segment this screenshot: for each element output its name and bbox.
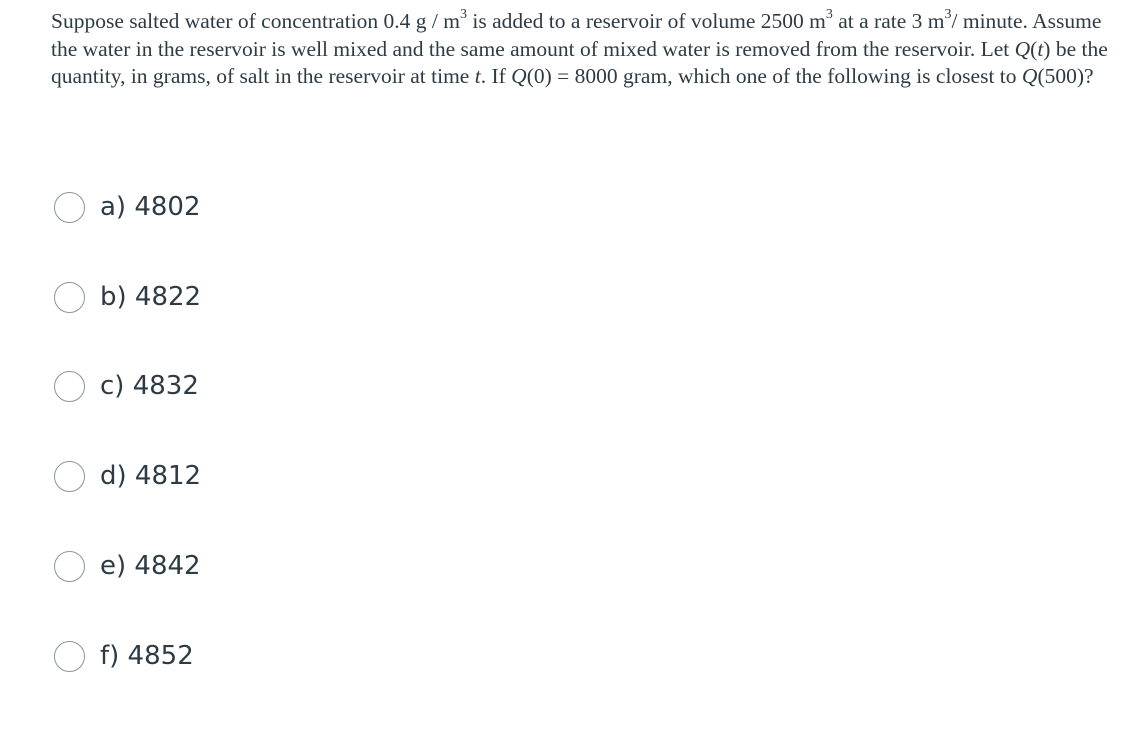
answer-option-f[interactable] xyxy=(54,638,194,674)
math-variable: Q xyxy=(511,64,527,88)
superscript: 3 xyxy=(825,6,833,22)
answer-label[interactable]: b) 4822 xyxy=(100,282,202,312)
question-text-part: is added to a reservoir of volume 2500 m xyxy=(467,9,826,33)
answer-label[interactable]: a) 4802 xyxy=(100,192,201,222)
superscript: 3 xyxy=(460,6,467,22)
radio-button-icon[interactable] xyxy=(54,641,85,672)
answer-option-c[interactable] xyxy=(54,368,199,404)
question-text-part: ) be the quantity, in grams, of salt in the reservoir at time xyxy=(51,36,1108,88)
radio-button-icon[interactable] xyxy=(54,192,85,223)
radio-button-icon[interactable] xyxy=(54,461,85,492)
question-text-part: (500)? xyxy=(1037,64,1094,88)
answer-label[interactable]: c) 4832 xyxy=(100,371,199,401)
math-variable: t xyxy=(474,64,481,88)
question-text-part: at a rate 3 m xyxy=(832,9,945,33)
radio-button-icon[interactable] xyxy=(54,551,85,582)
math-variable: Q xyxy=(1014,36,1031,61)
answer-label[interactable]: f) 4852 xyxy=(100,641,194,671)
radio-button-icon[interactable] xyxy=(54,282,85,313)
question-text-part: / minute. Assume the water in the reservoir is well mixed and the same amount of mixed water is removed from the reservoir. Let xyxy=(51,9,1102,61)
answer-label[interactable]: d) 4812 xyxy=(100,461,202,491)
answer-label[interactable]: e) 4842 xyxy=(100,551,201,581)
superscript: 3 xyxy=(944,6,952,22)
answer-option-d[interactable] xyxy=(54,458,201,494)
math-variable: Q xyxy=(1021,64,1038,88)
answer-option-b[interactable] xyxy=(54,279,201,315)
answer-option-a[interactable] xyxy=(54,189,201,225)
question-text-part: . If xyxy=(480,64,512,88)
question-text xyxy=(51,8,1131,91)
question-text-part: ( xyxy=(1030,36,1038,61)
question-text-part: (0) = 8000 gram, which one of the following is closest to xyxy=(526,64,1022,88)
question-text-part: Suppose salted water of concentration 0.4 g / m xyxy=(51,9,460,33)
math-variable: t xyxy=(1037,36,1044,61)
answer-option-e[interactable] xyxy=(54,548,201,584)
radio-button-icon[interactable] xyxy=(54,371,85,402)
